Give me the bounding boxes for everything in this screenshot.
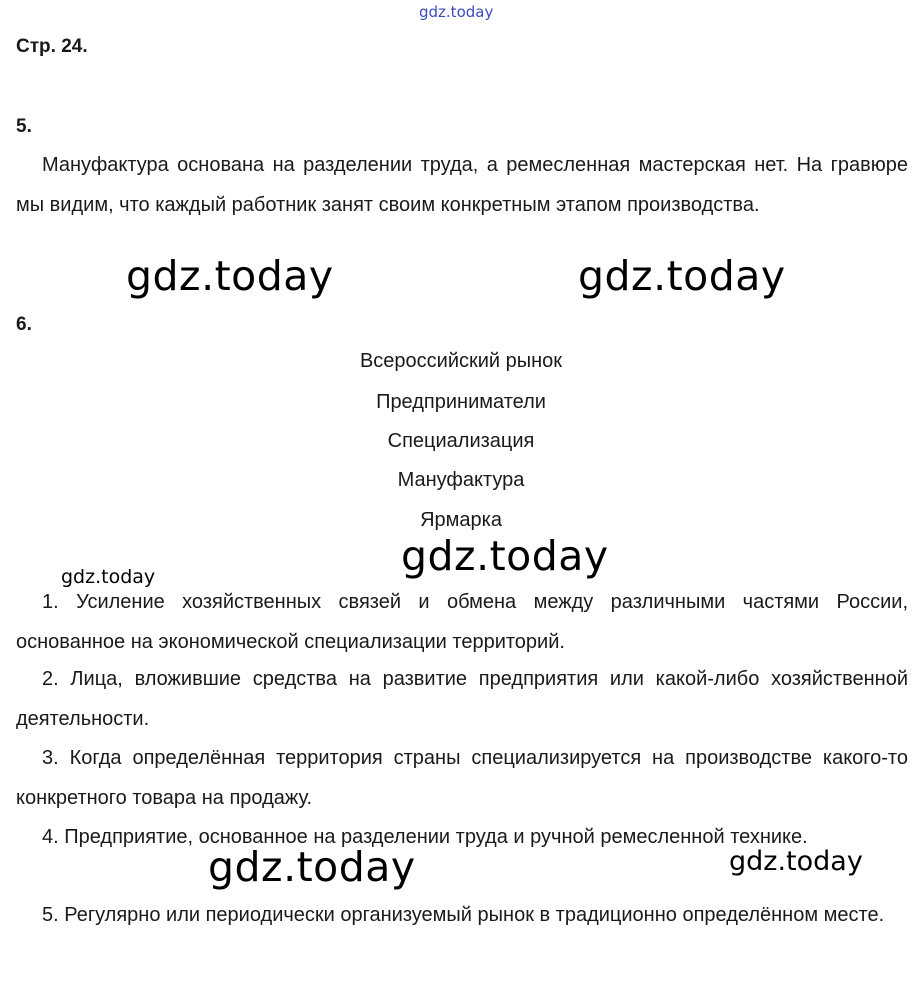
question-5-number: 5. — [16, 116, 32, 137]
watermark-top: gdz.today — [419, 3, 494, 21]
term-1: Всероссийский рынок — [359, 350, 563, 372]
watermark-6: gdz.today — [729, 846, 863, 877]
watermark-4: gdz.today — [61, 566, 156, 588]
watermark-5: gdz.today — [208, 843, 416, 891]
term-2: Предприниматели — [376, 391, 546, 413]
definition-3-text: 3. Когда определённая территория страны специализируется на производстве какого-то конкретного товара на продажу. — [16, 747, 908, 809]
definition-2-text: 2. Лица, вложившие средства на развитие предприятия или какой-либо хозяйственной деятельности. — [16, 668, 908, 730]
page-title: Стр. 24. — [16, 36, 88, 57]
term-5: Ярмарка — [420, 509, 502, 531]
definition-3 — [16, 739, 908, 818]
term-3: Специализация — [387, 430, 535, 452]
definition-1-text: 1. Усиление хозяйственных связей и обмена между различными частями России, основанное на экономической специализации территорий. — [16, 591, 908, 653]
definition-5-text: 5. Регулярно или периодически организуемый рынок в традиционно определённом месте. — [42, 904, 885, 926]
definition-1 — [16, 583, 908, 662]
definition-2 — [16, 660, 908, 739]
question-6-number: 6. — [16, 314, 32, 335]
term-4: Мануфактура — [397, 469, 525, 491]
definition-5 — [16, 896, 908, 936]
watermark-3: gdz.today — [401, 532, 609, 580]
question-5-text: Мануфактура основана на разделении труда, а ремесленная мастерская нет. На гравюре мы видим, что каждый работник занят своим конкретным этапом производства. — [16, 154, 908, 216]
question-5-answer — [16, 146, 908, 225]
watermark-1: gdz.today — [126, 252, 334, 300]
definition-4-text: 4. Предприятие, основанное на разделении труда и ручной ремесленной технике. — [42, 826, 808, 848]
watermark-2: gdz.today — [578, 252, 786, 300]
